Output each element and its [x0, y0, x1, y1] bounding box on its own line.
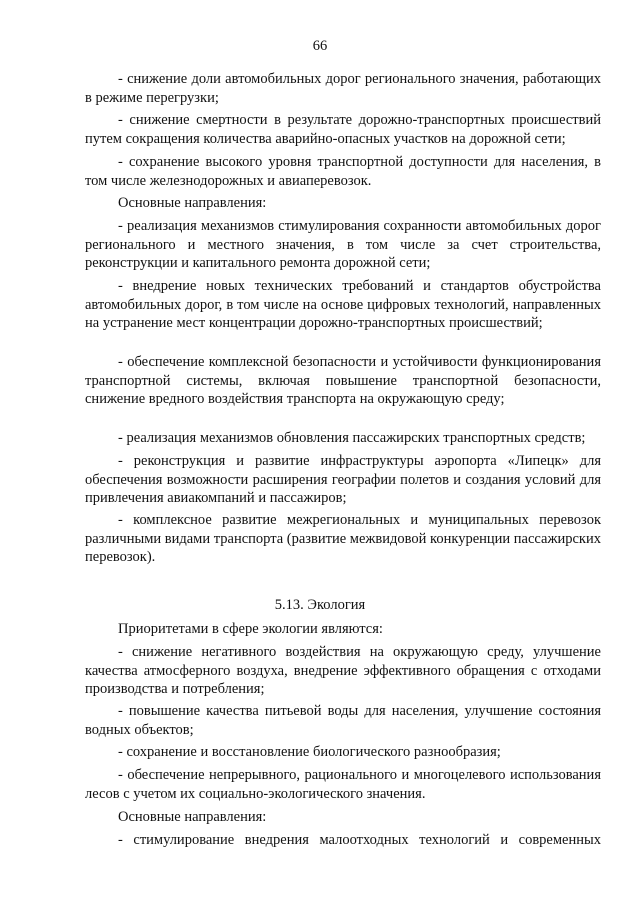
paragraph: - реализация механизмов стимулирования сохранности автомобильных дорог регионального и местного значения, в том числе за счет строительства, реконструкции и капитального ремонта дорожной сети;	[85, 218, 601, 271]
paragraph: - внедрение новых технических требований и стандартов обустройства автомобильных дорог, в том числе на основе цифровых технологий, направленных на устранение мест концентрации дорожно-транспортных происшествий;	[85, 278, 601, 331]
paragraph: - комплексное развитие межрегиональных и муниципальных перевозок различными видами транспорта (развитие межвидовой конкуренции пассажирских перевозок).	[85, 512, 601, 565]
paragraph: - сохранение и восстановление биологического разнообразия;	[118, 744, 501, 760]
page-number: 66	[312, 38, 328, 54]
paragraph: - стимулирование внедрения малоотходных технологий и современных	[118, 832, 601, 848]
paragraph: - снижение смертности в результате дорожно-транспортных происшествий путем сокращения количества аварийно-опасных участков на дорожной сети;	[85, 112, 601, 147]
paragraph: - снижение негативного воздействия на окружающую среду, улучшение качества атмосферного воздуха, внедрение эффективного обращения с отходами производства и потребления;	[85, 644, 601, 697]
paragraph: Основные направления:	[118, 809, 267, 825]
paragraph: - повышение качества питьевой воды для населения, улучшение состояния водных объектов;	[85, 703, 601, 738]
paragraph: - реализация механизмов обновления пассажирских транспортных средств;	[118, 430, 586, 446]
paragraph: - обеспечение непрерывного, рационального и многоцелевого использования лесов с учетом их социально-экологического значения.	[85, 767, 601, 802]
paragraph: - реконструкция и развитие инфраструктуры аэропорта «Липецк» для обеспечения возможности расширения географии полетов и создания условий для привлечения авиакомпаний и пассажиров;	[85, 453, 601, 506]
paragraph: Основные направления:	[118, 195, 267, 211]
paragraph: - обеспечение комплексной безопасности и устойчивости функционирования транспортной системы, включая повышение транспортной безопасности, снижение вредного воздействия транспорта на окружающую среду;	[85, 354, 601, 407]
paragraph: Приоритетами в сфере экологии являются:	[118, 621, 383, 637]
paragraph: - сохранение высокого уровня транспортной доступности для населения, в том числе железнодорожных и авиаперевозок.	[85, 154, 601, 189]
section-heading: 5.13. Экология	[274, 597, 366, 613]
paragraph: - снижение доли автомобильных дорог регионального значения, работающих в режиме перегрузки;	[85, 71, 601, 106]
